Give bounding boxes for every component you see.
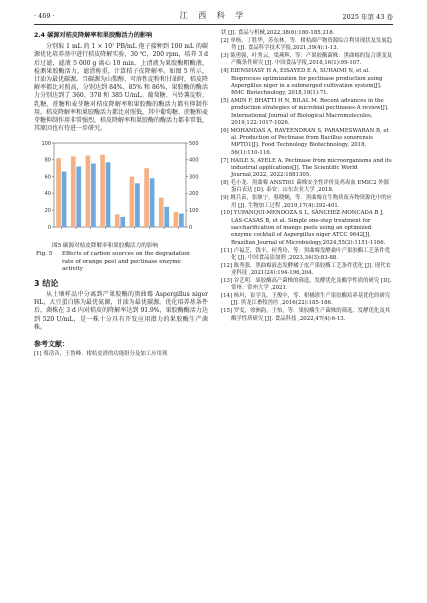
figure-5-chart	[34, 137, 208, 241]
journal-title: 江 西 科 学	[179, 11, 248, 20]
section-3-title: 3 结论	[34, 278, 59, 288]
reference-7: [7] HAILE S, AYELE A. Pectinase from microorganisms and its industrial applications[J]. The Scientific World Journal,2022, 2022:1881305.	[221, 157, 392, 179]
y-left-tick-label: 40	[44, 191, 51, 198]
bar-degradation-rate	[100, 155, 105, 227]
section-3-paragraph: 从土壤样品中分离到产果胶酶的黑曲霉 Aspergillus niger HL，大豆蛋白胨为最优氮源，甘油为最优碳源。优化培养基条件后，菌株在 3 d 内对桔皮的降解率达到 91.9%，果胶酶酶活力达到 520 U/mL，是一株十分具有开发应用潜力的果胶酶生产菌株。	[34, 291, 208, 331]
bar-enzyme-activity	[179, 214, 184, 227]
reference-11: [11] 卢福芝，钱丰，何秀玲，等．黑曲霉发酵桑叶产果胶酶工艺条件优化 [J]. 中国食品添加剂 ,2023,34(3):83-88.	[221, 247, 391, 261]
bar-degradation-rate	[115, 215, 120, 228]
y-right-tick-label: 100	[189, 208, 199, 215]
bar-enzyme-activity	[62, 172, 67, 227]
y-right-tick-label: 500	[189, 141, 199, 148]
reference-12: [12] 陈秀强．黑曲霉液态发酵橘子皮产果胶酶工艺条件优化 [J]. 现代农业科技 ,2021(24):194-196,204.	[221, 262, 391, 277]
y-left-tick-label: 100	[41, 141, 51, 148]
bar-enzyme-activity	[135, 184, 140, 228]
caption-english-text: Effects of carbon sources on the degradation rate of orange peel and pectinase enzyme activity	[62, 251, 190, 273]
reference-6: [6] MOHANDAS A, RAVEENDRAN S, PARAMESWARAN B, et al. Production of Pectinase from Bacillus sonorensis MPTD1[J]. Food Technology Biotechnology, 2018, 56(1):110-116.	[221, 127, 389, 156]
running-header	[34, 10, 393, 22]
references-title: 参考文献：	[34, 340, 69, 349]
bar-enzyme-activity	[76, 167, 81, 227]
bar-degradation-rate	[56, 159, 61, 228]
section-2-4-paragraph: 分别取 1 mL 的 1 × 10⁷ PB/mL 孢子接种到 100 mL 的碳源优化培养基中进行桔皮降解实验，30 ℃，200 rpm，培养 3 d 后过滤，滤液 5 000 g 离心 10 min，上清液为果胶酶粗酶液，检测果胶酶活力，滤渣称重，计算桔子皮降解率。如图 5 所示，甘油为最优碳源。当碳源为山梨醇、可溶性淀粉和甘油时，桔皮降解率都比对照高，分别达到 84%、85% 和 86%，果胶酶的酶活力分别达到了 360、378 和 385 U/mL。葡萄糖、马铃薯淀粉、乳糖、蔗糖和麦芽糖对桔皮降解率和果胶酶的酶活力都有抑制作用。桔皮降解率和果胶酶活力都比对照低，其中葡萄糖、蔗糖和麦芽糖抑制作用非常强烈，桔皮降解率和果胶酶的酶活力都非常低，其原因也有待进一步研究。	[34, 43, 209, 133]
caption-chinese: 图5 碳源对桔皮降解率和果胶酶活力的影响	[52, 243, 159, 250]
bar-enzyme-activity	[120, 217, 125, 227]
reference-15: [15] 罗雯，徐洲韵，王怡，等．果胶酶生产菌株的筛选、发酵优化及其酶学性质研究 [J]. 食品科技 ,2022,47(4):6-13.	[221, 308, 391, 322]
bar-degradation-rate	[130, 177, 135, 227]
bar-enzyme-activity	[106, 163, 111, 228]
y-right-tick-label: 0	[189, 225, 193, 232]
y-right-tick-label: 200	[189, 191, 199, 198]
bar-enzyme-activity	[91, 164, 96, 228]
bar-enzyme-activity	[164, 207, 169, 227]
caption-label: Fig. 5	[36, 251, 53, 258]
bar-degradation-rate	[159, 198, 164, 227]
bar-degradation-rate	[71, 157, 76, 228]
reference-13: [13] 谷艺明．果胶酶高产菌株的筛选、发酵优化及酶学性质的研究 [D]. 常州：常州大学 ,2021.	[221, 277, 392, 292]
bar-degradation-rate	[86, 156, 91, 227]
y-left-tick-label: 80	[44, 158, 51, 165]
figure-5-caption	[34, 243, 208, 273]
reference-1: [1] 蔡清音，王鲁峰．柑桔皮渣的功能组分及加工应用现	[34, 351, 168, 358]
y-right-tick-label: 400	[189, 158, 199, 165]
reference-10: [10] YUPANQUI-MENDOZA S L, SÁNCHEZ-MONCADA B J, LAS-CASAS B, et al. Simple one-step treatment for saccharification of mango peels using an optimized enzyme cocktail of Aspergillus niger ATCC 9642[J]. Brazilian Journal of Microbiology,2024,55(2):1151-1166.	[221, 210, 386, 246]
reference-14: [14] 杨玛，崔学良，王俊中，等．柑橘渣生产果胶酶培养基优化的研究 [J]. 黑龙江畜牧兽医 ,2016(22):185-186.	[221, 293, 391, 307]
bar-chart-svg	[34, 137, 208, 241]
caption-english	[34, 251, 208, 274]
y-right-tick-label: 300	[189, 174, 199, 181]
bar-degradation-rate	[174, 212, 179, 227]
y-left-tick-label: 0	[47, 225, 51, 232]
bar-degradation-rate	[144, 169, 149, 228]
page-number: · 469 ·	[34, 12, 55, 20]
reference-8: [8] 毛小龙．黑曲霉 ANSTI01 菌株安全性评价及鸡毒血 EMIC2 外源蛋白表达 [D]. 泰安：山东农业大学 ,2018.	[221, 180, 390, 194]
reference-2: [2] 单杨，丁胜华，苏东林，等．柑桔副产物资源综合利用现状及发展趋势 [J]. 食品科学技术学报,2021,39(4):1-13.	[221, 37, 393, 52]
right-column	[221, 30, 393, 323]
section-2-4-title: 2.4 碳源对桔皮降解率和果胶酶活力的影响	[34, 32, 153, 39]
y-left-tick-label: 60	[44, 174, 51, 181]
header-rule	[34, 24, 393, 25]
bar-enzyme-activity	[150, 179, 155, 228]
reference-3: [3] 陈勇强，叶秀云，梁燕辉，等．产果胶酶菌株：黑曲霉的复合诱变及产酶条件研究 [J]. 中国食品学报,2018,16(1):99-107.	[221, 53, 393, 67]
volume-info: 2025 年第 43 卷	[342, 13, 393, 21]
reference-9: [9] 姚兵苗，张继宁，蔡晓娴，等．黑曲霉在生物质废弃物资源化中的应用 [J]. 生物加工过程 ,2019,17(4):392-401.	[221, 195, 393, 209]
reference-5: [5] AMIN F, BHATTI H N, BILAL M. Recent advances in the production strategies of microbial pectinases-A review[J]. International Journal of Biological Macromolecules, 2019,122:1017-1026.	[221, 98, 389, 126]
left-column	[34, 30, 208, 359]
y-left-tick-label: 20	[44, 208, 51, 215]
reference-1-cont: 状 [J]. 食品与机械,2022,38(6):180-185,218.	[221, 30, 335, 36]
reference-4: [4] EIENSHASY H A, EISAYED E A, SUHAIMI N, et al. Bioprocess optimization for pectinase production using Aspergillus niger in a submerged cultivation system[J]. BMC Biotechnology, 2018,18(1):71.	[221, 68, 383, 97]
